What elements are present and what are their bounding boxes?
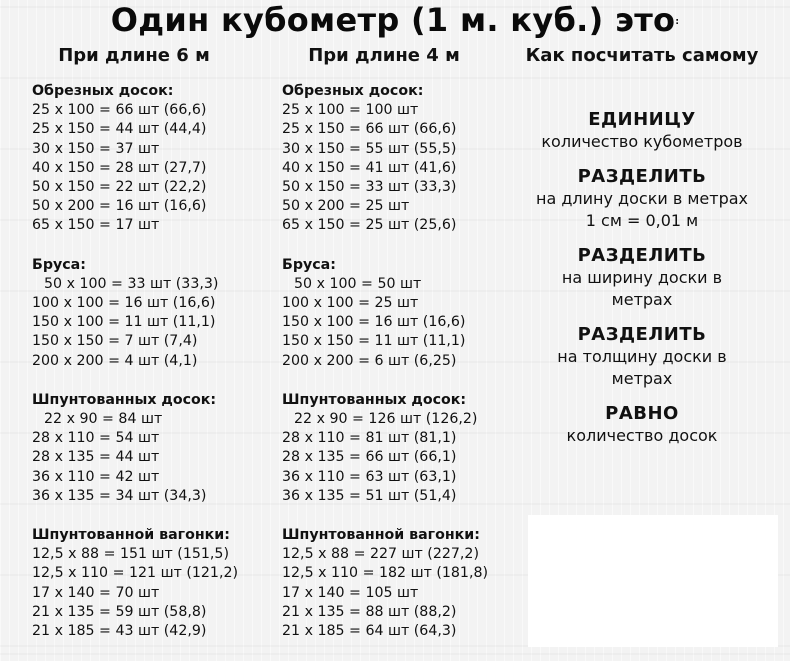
list-item: 25 x 100 = 100 шт: [282, 102, 419, 119]
column-header-calc: Как посчитать самому: [525, 45, 759, 66]
list-item: 100 x 100 = 16 шт (16,6): [32, 295, 216, 312]
calc-step: [520, 244, 764, 311]
list-item: 150 x 100 = 11 шт (11,1): [32, 314, 216, 331]
section: [32, 526, 238, 641]
list-item: 12,5 x 88 = 227 шт (227,2): [282, 546, 479, 563]
list-item: 50 x 100 = 50 шт: [294, 275, 422, 292]
calc-step-text: количество досок: [566, 426, 718, 445]
title-text: Один кубометр (1 м. куб.) это: [110, 1, 676, 39]
list-item: 12,5 x 88 = 151 шт (151,5): [32, 546, 229, 563]
section: [282, 391, 488, 506]
list-item: 50 x 200 = 25 шт: [282, 198, 410, 215]
section-title: Обрезных досок:: [32, 83, 174, 99]
blank-area: [528, 515, 778, 647]
list-item: 36 x 110 = 42 шт: [32, 468, 160, 485]
list-item: 150 x 150 = 11 шт (11,1): [282, 333, 466, 350]
list-item: 21 x 185 = 43 шт (42,9): [32, 623, 207, 640]
list-item: 25 x 150 = 66 шт (66,6): [282, 121, 457, 138]
list-item: 65 x 150 = 17 шт: [32, 217, 160, 234]
list-item: 200 x 200 = 4 шт (4,1): [32, 352, 198, 369]
list-item: 28 x 110 = 81 шт (81,1): [282, 430, 457, 447]
calc-step-text: на толщину доски в: [557, 347, 727, 366]
page-title: [0, 2, 790, 40]
list-item: 28 x 135 = 44 шт: [32, 449, 160, 466]
section: [32, 256, 238, 371]
calc-step-text: метрах: [611, 290, 673, 309]
list-item: 50 x 200 = 16 шт (16,6): [32, 198, 207, 215]
calc-step-title: РАЗДЕЛИТЬ: [577, 166, 707, 187]
list-item: 36 x 135 = 51 шт (51,4): [282, 487, 457, 504]
list-item: 36 x 110 = 63 шт (63,1): [282, 468, 457, 485]
section-title: Бруса:: [32, 256, 86, 273]
title-tail: :: [675, 17, 680, 27]
section-title: Шпунтованных досок:: [282, 391, 467, 408]
list-item: 150 x 150 = 7 шт (7,4): [32, 333, 198, 350]
column-4m: [282, 82, 488, 661]
section-title: Шпунтованных досок:: [32, 391, 217, 408]
section: [282, 256, 488, 371]
list-item: 200 x 200 = 6 шт (6,25): [282, 352, 457, 369]
calc-step-text: метрах: [611, 369, 673, 388]
list-item: 50 x 100 = 33 шт (33,3): [44, 275, 219, 292]
list-item: 25 x 100 = 66 шт (66,6): [32, 102, 207, 119]
calc-step-title: РАЗДЕЛИТЬ: [577, 324, 707, 345]
list-item: 21 x 185 = 64 шт (64,3): [282, 623, 457, 640]
calc-step: [520, 323, 764, 390]
calc-step-text: количество кубометров: [541, 132, 743, 151]
list-item: 40 x 150 = 28 шт (27,7): [32, 159, 207, 176]
section-title: Обрезных досок:: [282, 83, 424, 99]
list-item: 25 x 150 = 44 шт (44,4): [32, 121, 207, 138]
list-item: 65 x 150 = 25 шт (25,6): [282, 217, 457, 234]
calc-steps: [520, 108, 764, 459]
list-item: 100 x 100 = 25 шт: [282, 295, 419, 312]
section: [282, 526, 488, 641]
calc-step: [520, 402, 764, 447]
column-header-4m: При длине 4 м: [308, 45, 460, 66]
section: [282, 82, 488, 236]
column-header-6m: При длине 6 м: [58, 45, 210, 66]
list-item: 28 x 110 = 54 шт: [32, 430, 160, 447]
list-item: 40 x 150 = 41 шт (41,6): [282, 159, 457, 176]
list-item: 36 x 135 = 34 шт (34,3): [32, 487, 207, 504]
list-item: 12,5 x 110 = 182 шт (181,8): [282, 565, 489, 582]
list-item: 12,5 x 110 = 121 шт (121,2): [32, 565, 239, 582]
column-6m: [32, 82, 238, 661]
calc-step-title: ЕДИНИЦУ: [588, 109, 696, 130]
list-item: 30 x 150 = 37 шт: [32, 140, 160, 157]
calc-step: [520, 165, 764, 232]
list-item: 21 x 135 = 88 шт (88,2): [282, 603, 457, 620]
list-item: 28 x 135 = 66 шт (66,1): [282, 449, 457, 466]
calc-step-text: на ширину доски в: [561, 268, 723, 287]
list-item: 150 x 100 = 16 шт (16,6): [282, 314, 466, 331]
list-item: 21 x 135 = 59 шт (58,8): [32, 603, 207, 620]
section-title: Шпунтованной вагонки:: [282, 527, 480, 544]
list-item: 22 x 90 = 126 шт (126,2): [294, 411, 478, 428]
calc-step-text: 1 см = 0,01 м: [585, 211, 699, 230]
list-item: 50 x 150 = 22 шт (22,2): [32, 179, 207, 196]
list-item: 50 x 150 = 33 шт (33,3): [282, 179, 457, 196]
calc-step-text: на длину доски в метрах: [535, 189, 749, 208]
calc-step: [520, 108, 764, 153]
section-title: Шпунтованной вагонки:: [32, 527, 230, 544]
section: [32, 82, 238, 236]
list-item: 17 x 140 = 105 шт: [282, 584, 419, 601]
list-item: 17 x 140 = 70 шт: [32, 584, 160, 601]
calc-step-title: РАЗДЕЛИТЬ: [577, 245, 707, 266]
calc-step-title: РАВНО: [605, 403, 679, 424]
list-item: 30 x 150 = 55 шт (55,5): [282, 140, 457, 157]
section: [32, 391, 238, 506]
list-item: 22 x 90 = 84 шт: [44, 411, 163, 428]
section-title: Бруса:: [282, 256, 336, 273]
